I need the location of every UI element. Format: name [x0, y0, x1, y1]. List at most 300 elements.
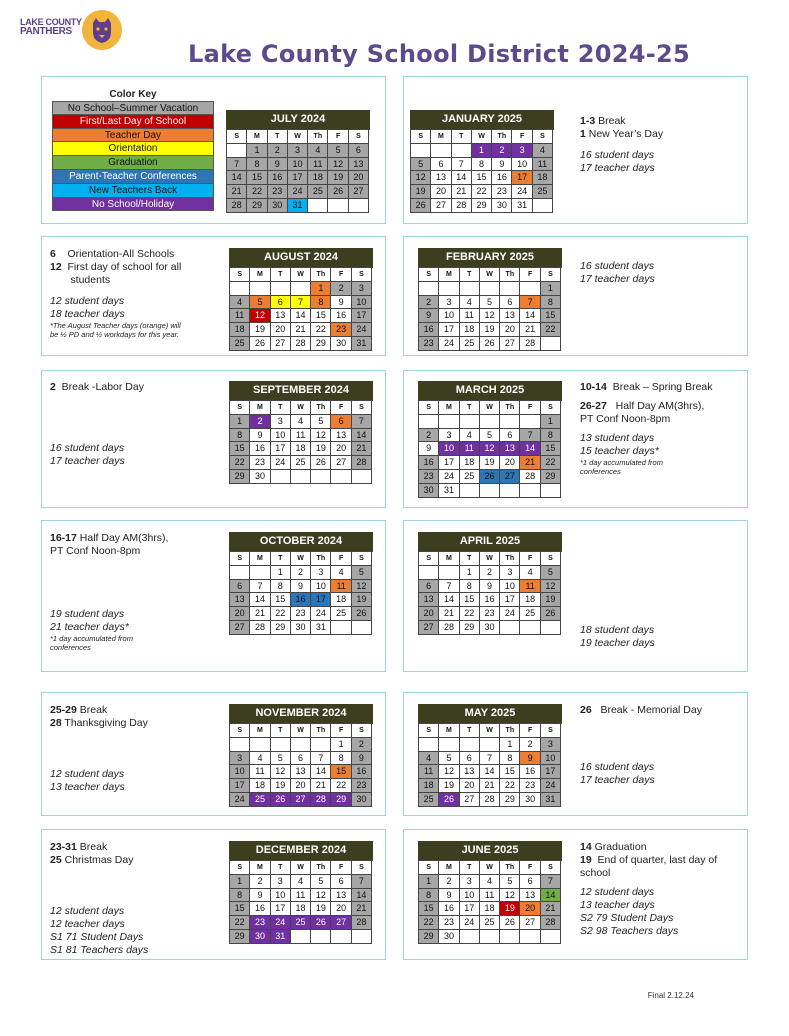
- empty-cell: [291, 470, 311, 484]
- month-grid: [410, 129, 554, 213]
- day-cell: 26: [500, 916, 520, 930]
- weekday-header: S: [227, 130, 247, 144]
- day-cell: 13: [431, 171, 451, 185]
- day-cell: 11: [331, 580, 351, 594]
- month-title: FEBRUARY 2025: [418, 248, 562, 267]
- day-cell: 27: [431, 199, 451, 213]
- day-cell: 4: [331, 566, 351, 580]
- day-cell: 7: [520, 429, 540, 443]
- note-line: 13 student days: [580, 432, 655, 444]
- day-cell: 8: [247, 158, 267, 172]
- weekday-header: S: [419, 268, 439, 282]
- day-cell: 18: [291, 442, 311, 456]
- day-cell: 17: [541, 765, 561, 779]
- note-line: [50, 274, 181, 287]
- note-date: 2: [50, 381, 56, 393]
- day-cell: 28: [541, 916, 561, 930]
- day-cell: 29: [247, 199, 267, 213]
- note-line: 21 teacher days*: [50, 621, 129, 633]
- day-cell: 25: [480, 916, 500, 930]
- day-cell: 5: [439, 752, 459, 766]
- day-cell: 8: [472, 158, 492, 172]
- empty-cell: [480, 930, 500, 944]
- weekday-header: M: [439, 552, 459, 566]
- empty-cell: [480, 738, 500, 752]
- calendar-february-2025: [418, 248, 562, 351]
- day-cell: 29: [311, 337, 331, 351]
- day-cell: 3: [230, 752, 250, 766]
- empty-cell: [311, 738, 331, 752]
- day-cell: 1: [500, 738, 520, 752]
- day-cell: 6: [520, 875, 540, 889]
- day-cell: 5: [271, 752, 291, 766]
- empty-cell: [271, 282, 291, 296]
- weekday-header: S: [349, 130, 369, 144]
- day-cell: 7: [541, 875, 561, 889]
- day-cell: 4: [460, 296, 480, 310]
- day-cell: 24: [512, 185, 532, 199]
- note-line: 17 teacher days: [580, 774, 655, 786]
- day-cell: 18: [460, 323, 480, 337]
- empty-cell: [291, 738, 311, 752]
- day-cell: 10: [460, 889, 480, 903]
- day-cell: 8: [541, 429, 561, 443]
- day-cell: 3: [460, 875, 480, 889]
- day-cell: 10: [439, 309, 459, 323]
- note-line: [50, 381, 144, 394]
- day-cell: 31: [512, 199, 532, 213]
- notes-december: [50, 841, 148, 957]
- empty-cell: [439, 738, 459, 752]
- note-text: Break -Labor Day: [55, 381, 144, 393]
- empty-cell: [500, 930, 520, 944]
- day-cell: 29: [419, 930, 439, 944]
- day-cell: 2: [331, 282, 351, 296]
- day-cell: 8: [419, 889, 439, 903]
- note-date: 25-29: [50, 704, 77, 716]
- day-cell: 21: [250, 607, 270, 621]
- empty-cell: [331, 621, 351, 635]
- day-cell: 2: [492, 144, 512, 158]
- day-cell: 19: [250, 323, 270, 337]
- day-cell: 14: [352, 889, 372, 903]
- day-cell: 12: [250, 309, 270, 323]
- day-cell: 6: [271, 296, 291, 310]
- day-cell: 29: [331, 793, 351, 807]
- day-cell: 23: [419, 470, 439, 484]
- day-cell: 2: [520, 738, 540, 752]
- note-text: PT Conf Noon-8pm: [580, 413, 671, 425]
- weekday-header: S: [419, 401, 439, 415]
- note-text: Graduation: [591, 841, 647, 853]
- weekday-header: S: [352, 401, 372, 415]
- day-cell: 3: [271, 415, 291, 429]
- day-cell: 1: [541, 282, 561, 296]
- day-cell: 1: [331, 738, 351, 752]
- calendar-october-2024: [229, 532, 373, 635]
- day-cell: 5: [250, 296, 270, 310]
- color-key-item: First/Last Day of School: [52, 115, 214, 129]
- note-date: 10-14: [580, 381, 607, 393]
- weekday-header: W: [291, 268, 311, 282]
- day-cell: 16: [520, 765, 540, 779]
- day-cell: 5: [480, 296, 500, 310]
- note-date: 16-17: [50, 532, 77, 544]
- day-cell: 26: [352, 607, 372, 621]
- weekday-header: F: [520, 401, 540, 415]
- day-cell: 18: [331, 593, 351, 607]
- note-date: 12: [50, 261, 62, 273]
- weekday-header: W: [480, 552, 500, 566]
- day-cell: 6: [230, 580, 250, 594]
- day-cell: 2: [291, 566, 311, 580]
- day-cell: 17: [288, 171, 308, 185]
- day-cell: 6: [349, 144, 369, 158]
- day-cell: 10: [311, 580, 331, 594]
- day-cell: 31: [439, 484, 459, 498]
- day-cell: 19: [411, 185, 431, 199]
- day-cell: 17: [500, 593, 520, 607]
- day-cell: 23: [291, 607, 311, 621]
- weekday-header: F: [520, 861, 540, 875]
- day-cell: 26: [311, 456, 331, 470]
- empty-cell: [500, 484, 520, 498]
- day-cell: 6: [431, 158, 451, 172]
- calendar-june-2025: [418, 841, 562, 944]
- day-cell: 7: [352, 875, 372, 889]
- note-date: 26-27: [580, 400, 607, 412]
- day-cell: 11: [250, 765, 270, 779]
- empty-cell: [311, 930, 331, 944]
- day-cell: 27: [291, 793, 311, 807]
- day-cell: 27: [500, 470, 520, 484]
- day-cell: 30: [291, 621, 311, 635]
- day-cell: 30: [250, 470, 270, 484]
- empty-cell: [419, 738, 439, 752]
- day-cell: 14: [520, 309, 540, 323]
- weekday-header: S: [541, 401, 561, 415]
- day-cell: 25: [291, 456, 311, 470]
- day-cell: 2: [419, 296, 439, 310]
- weekday-header: W: [288, 130, 308, 144]
- day-cell: 12: [271, 765, 291, 779]
- note-line: 13 teacher days: [580, 899, 655, 911]
- day-cell: 14: [352, 429, 372, 443]
- day-cell: 17: [271, 902, 291, 916]
- note-line: 17 teacher days: [50, 455, 125, 467]
- day-cell: 24: [500, 607, 520, 621]
- note-text: Half Day AM(3hrs),: [606, 400, 705, 412]
- note-line: S1 71 Student Days: [50, 931, 144, 943]
- day-cell: 19: [500, 902, 520, 916]
- day-cell: 3: [439, 296, 459, 310]
- weekday-header: W: [480, 268, 500, 282]
- day-cell: 25: [331, 607, 351, 621]
- day-cell: 1: [541, 415, 561, 429]
- day-cell: 29: [541, 470, 561, 484]
- day-cell: 27: [331, 456, 351, 470]
- empty-cell: [250, 566, 270, 580]
- day-cell: 16: [419, 456, 439, 470]
- weekday-header: Th: [308, 130, 328, 144]
- empty-cell: [271, 738, 291, 752]
- day-cell: 25: [308, 185, 328, 199]
- day-cell: 22: [460, 607, 480, 621]
- notes-october: [50, 532, 168, 652]
- month-title: MARCH 2025: [418, 381, 562, 400]
- day-cell: 19: [311, 442, 331, 456]
- day-cell: 15: [500, 765, 520, 779]
- weekday-header: S: [411, 130, 431, 144]
- day-cell: 28: [250, 621, 270, 635]
- month-grid: [418, 400, 562, 498]
- day-cell: 22: [331, 779, 351, 793]
- empty-cell: [227, 144, 247, 158]
- weekday-header: Th: [500, 861, 520, 875]
- day-cell: 11: [291, 429, 311, 443]
- weekday-header: Th: [500, 268, 520, 282]
- day-cell: 28: [480, 793, 500, 807]
- day-cell: 14: [291, 309, 311, 323]
- day-cell: 31: [311, 621, 331, 635]
- day-cell: 30: [419, 484, 439, 498]
- day-cell: 23: [520, 779, 540, 793]
- day-cell: 31: [541, 793, 561, 807]
- weekday-header: T: [271, 861, 291, 875]
- weekday-header: T: [460, 268, 480, 282]
- note-line: 13 teacher days: [50, 781, 125, 793]
- day-cell: 15: [472, 171, 492, 185]
- day-cell: 13: [291, 765, 311, 779]
- weekday-header: T: [268, 130, 288, 144]
- weekday-header: Th: [500, 552, 520, 566]
- day-cell: 10: [541, 752, 561, 766]
- weekday-header: M: [250, 552, 270, 566]
- weekday-header: W: [291, 861, 311, 875]
- month-grid: [418, 723, 562, 807]
- day-cell: 12: [311, 889, 331, 903]
- day-cell: 2: [419, 429, 439, 443]
- color-key-item: No School–Summer Vacation: [52, 101, 214, 115]
- weekday-header: S: [230, 401, 250, 415]
- day-cell: 16: [419, 323, 439, 337]
- day-cell: 10: [288, 158, 308, 172]
- weekday-header: F: [331, 552, 351, 566]
- day-cell: 10: [271, 889, 291, 903]
- note-text: students: [50, 274, 111, 286]
- day-cell: 10: [352, 296, 372, 310]
- day-cell: 6: [500, 296, 520, 310]
- day-cell: 27: [460, 793, 480, 807]
- day-cell: 3: [439, 429, 459, 443]
- note-line: 16 student days: [580, 761, 655, 773]
- weekday-header: S: [533, 130, 553, 144]
- empty-cell: [331, 470, 351, 484]
- day-cell: 30: [439, 930, 459, 944]
- weekday-header: S: [230, 268, 250, 282]
- note-line: [50, 248, 181, 261]
- empty-cell: [520, 415, 540, 429]
- empty-cell: [352, 470, 372, 484]
- empty-cell: [520, 930, 540, 944]
- day-cell: 9: [439, 889, 459, 903]
- day-cell: 18: [230, 323, 250, 337]
- day-cell: 19: [480, 456, 500, 470]
- note-line: 12 student days: [50, 295, 125, 307]
- note-line: [50, 841, 148, 854]
- day-cell: 8: [311, 296, 331, 310]
- day-cell: 30: [492, 199, 512, 213]
- day-cell: 20: [520, 902, 540, 916]
- day-cell: 20: [431, 185, 451, 199]
- day-cell: 15: [230, 442, 250, 456]
- month-grid: [229, 400, 373, 484]
- day-cell: 26: [328, 185, 348, 199]
- day-cell: 11: [533, 158, 553, 172]
- weekday-header: F: [512, 130, 532, 144]
- day-cell: 24: [541, 779, 561, 793]
- day-cell: 3: [541, 738, 561, 752]
- day-cell: 16: [331, 309, 351, 323]
- weekday-header: M: [439, 724, 459, 738]
- weekday-header: W: [480, 401, 500, 415]
- empty-cell: [541, 337, 561, 351]
- weekday-header: T: [271, 268, 291, 282]
- weekday-header: F: [331, 268, 351, 282]
- note-line: [50, 704, 148, 717]
- day-cell: 9: [480, 580, 500, 594]
- weekday-header: M: [439, 268, 459, 282]
- weekday-header: S: [352, 552, 372, 566]
- note-line: 12 student days: [50, 905, 125, 917]
- notes-august: [50, 248, 181, 339]
- day-cell: 21: [520, 456, 540, 470]
- day-cell: 28: [352, 916, 372, 930]
- note-line: 12 teacher days: [50, 918, 125, 930]
- day-cell: 23: [419, 337, 439, 351]
- day-cell: 1: [419, 875, 439, 889]
- logo-line-2: PANTHERS: [20, 26, 72, 37]
- day-cell: 21: [452, 185, 472, 199]
- day-cell: 27: [349, 185, 369, 199]
- day-cell: 3: [271, 875, 291, 889]
- color-key-title: Color Key: [109, 89, 157, 100]
- weekday-header: W: [472, 130, 492, 144]
- notes-february: [580, 260, 655, 286]
- weekday-header: Th: [500, 724, 520, 738]
- day-cell: 29: [271, 621, 291, 635]
- day-cell: 25: [460, 337, 480, 351]
- note-date: 1: [580, 128, 586, 140]
- day-cell: 16: [268, 171, 288, 185]
- empty-cell: [460, 930, 480, 944]
- panther-mascot-icon: [82, 10, 122, 50]
- note-text: Half Day AM(3hrs),: [76, 532, 169, 544]
- day-cell: 20: [271, 323, 291, 337]
- weekday-header: F: [520, 724, 540, 738]
- day-cell: 2: [352, 738, 372, 752]
- day-cell: 20: [419, 607, 439, 621]
- calendar-january-2025: [410, 110, 554, 213]
- note-line: [580, 400, 713, 413]
- day-cell: 12: [311, 429, 331, 443]
- note-line: conferences: [50, 643, 91, 652]
- weekday-header: Th: [311, 724, 331, 738]
- empty-cell: [460, 738, 480, 752]
- day-cell: 2: [250, 875, 270, 889]
- notes-june: [580, 841, 717, 938]
- day-cell: 4: [480, 875, 500, 889]
- day-cell: 4: [419, 752, 439, 766]
- day-cell: 13: [500, 442, 520, 456]
- day-cell: 10: [271, 429, 291, 443]
- day-cell: 31: [271, 930, 291, 944]
- weekday-header: S: [541, 861, 561, 875]
- note-text: Break: [76, 841, 108, 853]
- day-cell: 28: [439, 621, 459, 635]
- day-cell: 20: [291, 779, 311, 793]
- day-cell: 5: [541, 566, 561, 580]
- day-cell: 26: [480, 470, 500, 484]
- month-title: MAY 2025: [418, 704, 562, 723]
- day-cell: 9: [419, 442, 439, 456]
- empty-cell: [308, 199, 328, 213]
- note-line: [580, 704, 702, 717]
- day-cell: 8: [230, 889, 250, 903]
- day-cell: 22: [311, 323, 331, 337]
- weekday-header: M: [250, 861, 270, 875]
- calendar-december-2024: [229, 841, 373, 944]
- day-cell: 30: [268, 199, 288, 213]
- empty-cell: [352, 621, 372, 635]
- weekday-header: M: [250, 401, 270, 415]
- notes-january: [580, 115, 663, 175]
- day-cell: 16: [250, 902, 270, 916]
- notes-september: [50, 381, 144, 468]
- note-text: school: [580, 867, 611, 879]
- day-cell: 8: [271, 580, 291, 594]
- day-cell: 20: [230, 607, 250, 621]
- note-line: 17 teacher days: [580, 273, 655, 285]
- day-cell: 18: [419, 779, 439, 793]
- day-cell: 29: [230, 930, 250, 944]
- weekday-header: W: [291, 401, 311, 415]
- weekday-header: T: [271, 552, 291, 566]
- empty-cell: [541, 621, 561, 635]
- day-cell: 6: [331, 875, 351, 889]
- day-cell: 30: [331, 337, 351, 351]
- day-cell: 17: [352, 309, 372, 323]
- empty-cell: [311, 470, 331, 484]
- note-line: 19 teacher days: [580, 637, 655, 649]
- month-title: OCTOBER 2024: [229, 532, 373, 551]
- day-cell: 4: [308, 144, 328, 158]
- day-cell: 11: [460, 442, 480, 456]
- day-cell: 19: [271, 779, 291, 793]
- day-cell: 18: [533, 171, 553, 185]
- note-line: *1 day accumulated from: [580, 458, 663, 467]
- weekday-header: T: [271, 724, 291, 738]
- day-cell: 7: [352, 415, 372, 429]
- day-cell: 5: [411, 158, 431, 172]
- day-cell: 21: [227, 185, 247, 199]
- month-grid: [229, 860, 373, 944]
- note-text: First day of school for all: [61, 261, 182, 273]
- day-cell: 3: [352, 282, 372, 296]
- day-cell: 7: [480, 752, 500, 766]
- day-cell: 4: [250, 752, 270, 766]
- weekday-header: F: [328, 130, 348, 144]
